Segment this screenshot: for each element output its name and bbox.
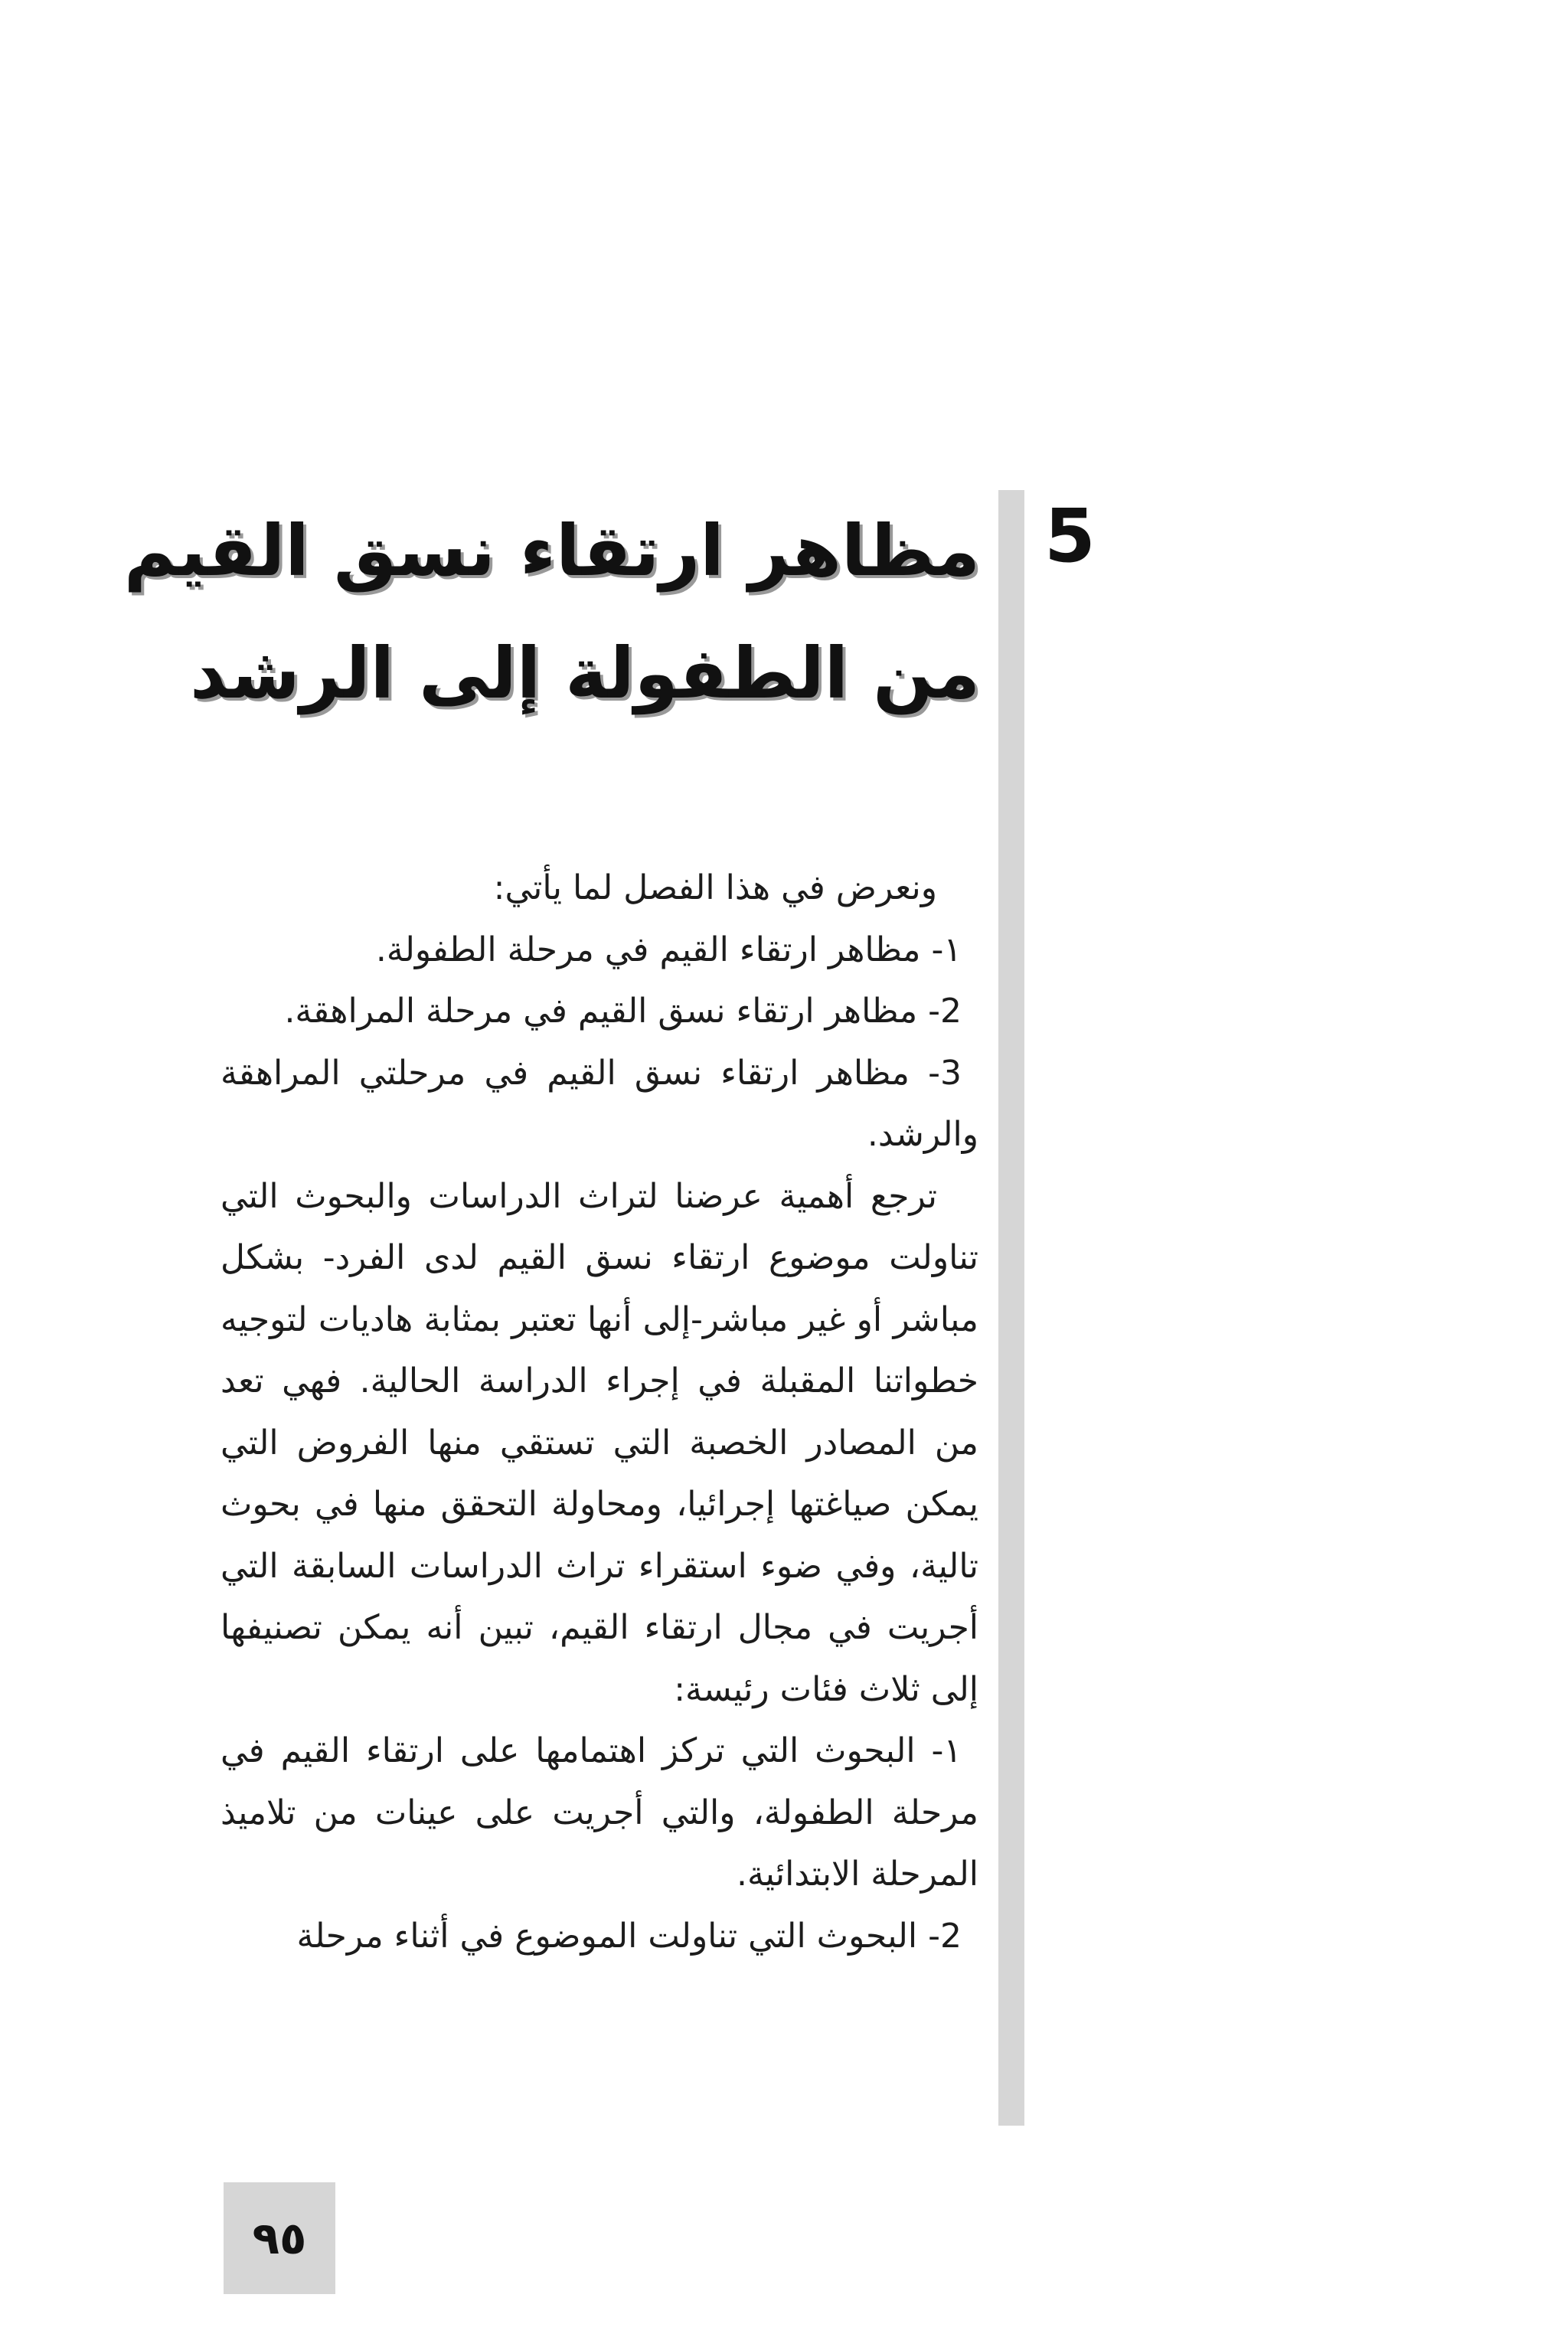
list-item: ١- مظاهر ارتقاء القيم في مرحلة الطفولة. xyxy=(375,930,962,969)
chapter-body xyxy=(220,858,978,1967)
page-number-box xyxy=(224,2182,335,2294)
chapter-number: 5 xyxy=(1044,493,1096,579)
body-paragraph: ترجع أهمية عرضنا لتراث الدراسات والبحوث التي تناولت موضوع ارتقاء نسق القيم لدى الفرد- بشكل مباشر أو غير مباشر-إلى أنها تعتبر بمثابة هاديات لتوجيه خطواتنا المقبلة في إجراء الدراسة الحالية. فهي تعد من المصادر الخصبة التي تستقي منها الفروض التي يمكن صياغتها إجرائيا، ومحاولة التحقق منها في بحوث تالية، وفي ضوء استقراء تراث الدراسات السابقة التي أجريت في مجال ارتقاء القيم، تبين أنه يمكن تصنيفها إلى ثلاث فئات رئيسة: xyxy=(220,1176,978,1709)
list-item: 2- مظاهر ارتقاء نسق القيم في مرحلة المراهقة. xyxy=(284,992,962,1031)
list-item: ١- البحوث التي تركز اهتمامها على ارتقاء القيم في مرحلة الطفولة، والتي أجريت على عينات من تلاميذ المرحلة الابتدائية. xyxy=(220,1731,978,1894)
page-number: ٩٥ xyxy=(252,2212,307,2264)
list-item: 3- مظاهر ارتقاء نسق القيم في مرحلتي المراهقة والرشد. xyxy=(220,1053,978,1154)
chapter-title-line-2: من الطفولة إلى الرشد xyxy=(190,632,980,714)
chapter-title-line-1: مظاهر ارتقاء نسق القيم xyxy=(123,510,980,592)
chapter-vertical-bar xyxy=(998,490,1024,2126)
intro-paragraph: ونعرض في هذا الفصل لما يأتي: xyxy=(493,868,937,907)
list-item: 2- البحوث التي تناولت الموضوع في أثناء مرحلة xyxy=(296,1916,962,1956)
